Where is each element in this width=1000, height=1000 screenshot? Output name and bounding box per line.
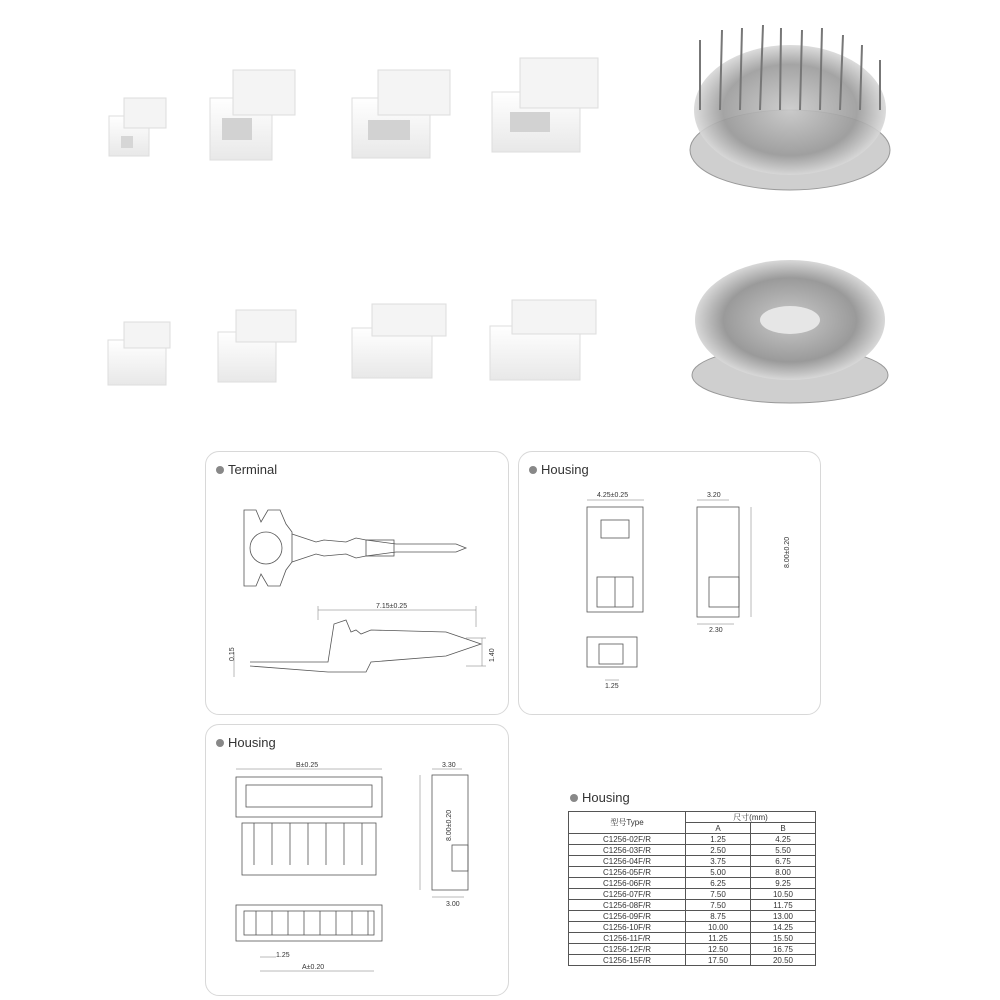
cell-a: 8.75 <box>686 911 751 922</box>
table-row <box>569 911 816 922</box>
connector-header-3pin <box>210 70 295 160</box>
col-a: A <box>686 823 751 834</box>
product-photos <box>0 0 1000 430</box>
cell-b: 5.50 <box>751 845 816 856</box>
cell-b: 11.75 <box>751 900 816 911</box>
cell-type: C1256-02F/R <box>569 834 686 845</box>
connector-housing-5pin <box>490 300 596 380</box>
terminal-reel-male <box>690 25 890 190</box>
table-row <box>569 922 816 933</box>
cell-b: 13.00 <box>751 911 816 922</box>
housing-drawing-top <box>519 452 819 712</box>
table-row <box>569 845 816 856</box>
cell-type: C1256-07F/R <box>569 889 686 900</box>
cell-b: 6.75 <box>751 856 816 867</box>
table-row <box>569 867 816 878</box>
housing-drawing-bottom <box>206 725 506 993</box>
cell-a: 5.00 <box>686 867 751 878</box>
cell-b: 15.50 <box>751 933 816 944</box>
cell-b: 9.25 <box>751 878 816 889</box>
cell-type: C1256-05F/R <box>569 867 686 878</box>
housing-title-top: Housing <box>529 462 589 477</box>
dim-housing-width: 4.25±0.25 <box>597 492 629 499</box>
dim-terminal-height: 1.40 <box>489 648 496 662</box>
cell-type: C1256-08F/R <box>569 900 686 911</box>
dim-terminal-thick: 0.15 <box>229 647 236 661</box>
dim-housing-base-b: 3.00 <box>446 901 460 908</box>
terminal-reel-female <box>692 260 888 403</box>
cell-b: 8.00 <box>751 867 816 878</box>
connector-housing-4pin <box>352 304 446 378</box>
housing-panel-top <box>518 451 821 715</box>
cell-type: C1256-15F/R <box>569 955 686 966</box>
table-row <box>569 955 816 966</box>
housing-panel-bottom <box>205 724 509 996</box>
col-type: 型号Type <box>569 812 686 834</box>
dim-housing-a: A±0.20 <box>302 964 325 971</box>
cell-a: 7.50 <box>686 889 751 900</box>
cell-b: 20.50 <box>751 955 816 966</box>
dim-housing-height: 8.00±0.20 <box>784 536 791 568</box>
cell-a: 11.25 <box>686 933 751 944</box>
cell-type: C1256-12F/R <box>569 944 686 955</box>
cell-a: 6.25 <box>686 878 751 889</box>
cell-b: 10.50 <box>751 889 816 900</box>
cell-a: 12.50 <box>686 944 751 955</box>
housing-table-title: Housing <box>570 790 630 805</box>
col-b: B <box>751 823 816 834</box>
dim-housing-depth: 3.20 <box>707 492 721 499</box>
dim-housing-pitch: 1.25 <box>605 683 619 690</box>
connector-housing-2pin <box>108 322 170 385</box>
cell-type: C1256-11F/R <box>569 933 686 944</box>
cell-b: 14.25 <box>751 922 816 933</box>
table-header-row <box>569 812 816 823</box>
table-row <box>569 878 816 889</box>
cell-type: C1256-04F/R <box>569 856 686 867</box>
dim-housing-pitch-b: 1.25 <box>276 952 290 959</box>
dim-terminal-length: 7.15±0.25 <box>376 603 408 610</box>
cell-a: 3.75 <box>686 856 751 867</box>
connector-header-2pin <box>109 98 166 156</box>
table-row <box>569 834 816 845</box>
col-size: 尺寸(mm) <box>686 812 816 823</box>
table-row <box>569 856 816 867</box>
table-row <box>569 933 816 944</box>
table-row <box>569 900 816 911</box>
dim-housing-height-b: 8.00±0.20 <box>446 809 453 841</box>
dim-housing-depth-b: 3.30 <box>442 762 456 769</box>
cell-b: 16.75 <box>751 944 816 955</box>
terminal-panel <box>205 451 509 715</box>
connector-header-5pin <box>492 58 598 152</box>
connector-header-4pin <box>352 70 450 158</box>
connector-housing-3pin <box>218 310 296 382</box>
housing-spec-table <box>568 811 816 966</box>
dim-housing-base: 2.30 <box>709 627 723 634</box>
terminal-title: Terminal <box>216 462 277 477</box>
cell-a: 10.00 <box>686 922 751 933</box>
cell-b: 4.25 <box>751 834 816 845</box>
cell-a: 7.50 <box>686 900 751 911</box>
table-row <box>569 944 816 955</box>
cell-a: 1.25 <box>686 834 751 845</box>
dim-housing-b: B±0.25 <box>296 762 319 769</box>
housing-title-bottom: Housing <box>216 735 276 750</box>
cell-type: C1256-03F/R <box>569 845 686 856</box>
bullet-icon <box>570 794 578 802</box>
table-row <box>569 889 816 900</box>
cell-type: C1256-06F/R <box>569 878 686 889</box>
cell-a: 2.50 <box>686 845 751 856</box>
cell-a: 17.50 <box>686 955 751 966</box>
terminal-drawing <box>206 452 506 712</box>
cell-type: C1256-09F/R <box>569 911 686 922</box>
cell-type: C1256-10F/R <box>569 922 686 933</box>
